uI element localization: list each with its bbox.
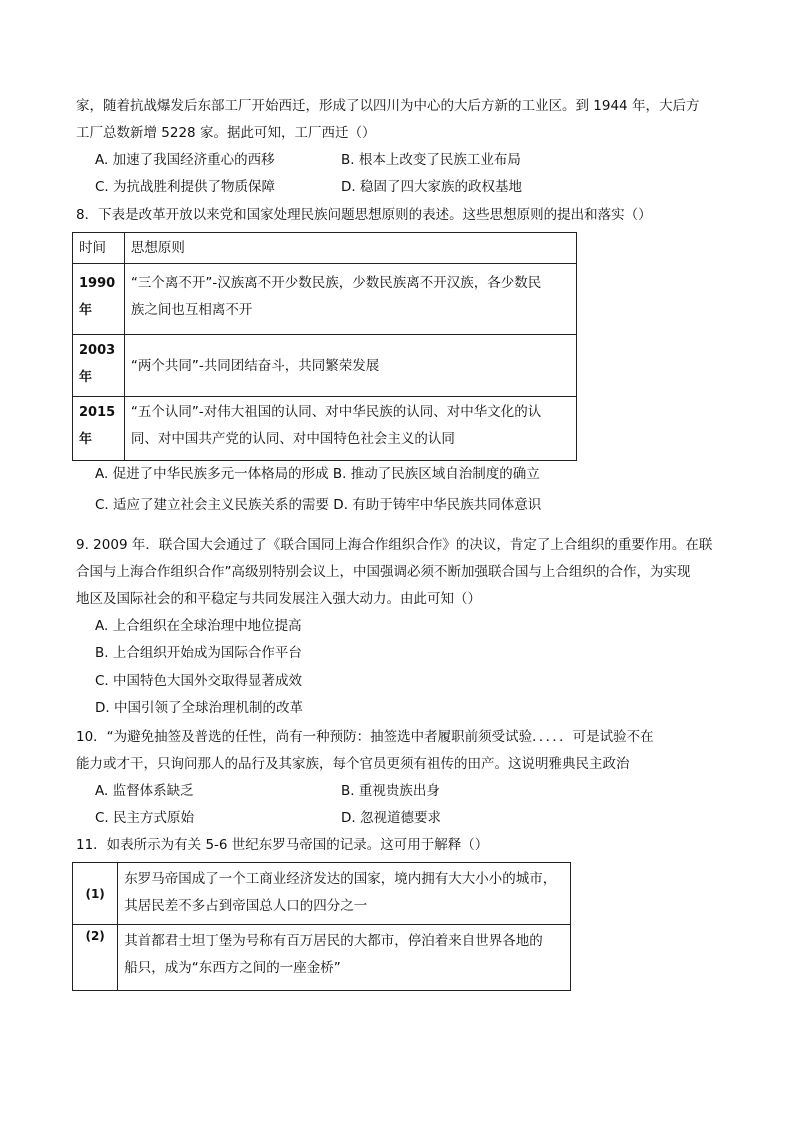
q11-table [72, 862, 571, 991]
q8-row3-text-1: “五个认同”-对伟大祖国的认同、对中华民族的认同、对中华文化的认 [130, 404, 542, 420]
q8-row2-text-1: “两个共同”-共同团结奋斗，共同繁荣发展 [130, 357, 380, 374]
q7-option-c: C. 为抗战胜利提供了物质保障 [95, 179, 276, 195]
q11-row1-text-1: 东罗马帝国成了一个工商业经济发达的国家，境内拥有大大小小的城市， [124, 871, 557, 887]
q8-row1-year-unit: 年 [79, 303, 93, 318]
q9-line-3: 地区及国际社会的和平稳定与共同发展注入强大动力。由此可知（） [76, 591, 481, 607]
table-row [73, 925, 571, 991]
q8-table-header-row [73, 233, 577, 264]
q8-row3-year: 2015 [79, 405, 116, 420]
q8-row1-text-2: 族之间也互相离不开 [130, 302, 253, 318]
q8-header-principle: 思想原则 [130, 240, 185, 256]
q7-line-1: 家，随着抗战爆发后东部工厂开始西迁，形成了以四川为中心的大后方新的工业区。到 1944 年，大后方 [76, 98, 700, 114]
q9-option-b: B. 上合组织开始成为国际合作平台 [95, 645, 302, 661]
q9-option-a: A. 上合组织在全球治理中地位提高 [95, 618, 302, 634]
q9-option-d: D. 中国引领了全球治理机制的改革 [95, 700, 303, 716]
table-row [73, 863, 571, 925]
q10-option-d: D. 忽视道德要求 [341, 810, 441, 826]
q8-table [72, 232, 577, 461]
q8-row3-text-2: 同、对中国共产党的认同、对中国特色社会主义的认同 [130, 431, 455, 447]
q8-row1-text-1: “三个离不开”-汉族离不开少数民族，少数民族离不开汉族，各少数民 [130, 275, 542, 291]
q10-line-2: 能力或才干，只询问那人的品行及其家族，每个官员更须有祖传的田产。这说明雅典民主政治 [76, 756, 630, 772]
q8-options-cd: C. 适应了建立社会主义民族关系的需要 D. 有助于铸牢中华民族共同体意识 [95, 497, 542, 513]
q8-row2-year: 2003 [79, 343, 116, 358]
q11-stem: 11．如表所示为有关 5-6 世纪东罗马帝国的记录。这可用于解释（） [76, 837, 489, 853]
q8-options-ab: A. 促进了中华民族多元一体格局的形成 B. 推动了民族区域自治制度的确立 [95, 466, 540, 482]
q10-option-a: A. 监督体系缺乏 [95, 783, 194, 799]
q11-row2-text-2: 船只，成为“东西方之间的一座金桥” [124, 960, 341, 976]
q7-line-2: 工厂总数新增 5228 家。据此可知，工厂西迁（） [76, 125, 376, 141]
q10-line-1: 10．“为避免抽签及普选的任性，尚有一种预防：抽签选中者履职前须受试验．．．．．可是试验不在 [76, 729, 654, 745]
q8-row3-year-unit: 年 [79, 432, 93, 447]
q11-row1-text-2: 其居民差不多占到帝国总人口的四分之一 [124, 898, 368, 914]
q8-row1-year: 1990 [79, 276, 116, 291]
q10-option-c: C. 民主方式原始 [95, 810, 195, 826]
q8-row2-year-unit: 年 [79, 370, 93, 385]
table-row [73, 264, 577, 335]
q7-option-b: B. 根本上改变了民族工业布局 [341, 152, 521, 168]
table-row [73, 335, 577, 397]
q11-row2-text-1: 其首都君士坦丁堡为号称有百万居民的大都市，停泊着来自世界各地的 [124, 933, 543, 949]
q9-line-2: 合国与上海合作组织合作”高级别特别会议上，中国强调必须不断加强联合国与上合组织的合作，为实现 [76, 564, 691, 580]
table-row [73, 397, 577, 461]
q10-option-b: B. 重视贵族出身 [341, 783, 440, 799]
q7-option-d: D. 稳固了四大家族的政权基地 [341, 179, 522, 195]
q7-option-a: A. 加速了我国经济重心的西移 [95, 152, 275, 168]
q8-header-time: 时间 [79, 240, 106, 256]
q11-row2-number: (2) [85, 929, 105, 943]
q9-line-1: 9. 2009 年．联合国大会通过了《联合国同上海合作组织合作》的决议，肯定了上合组织的重要作用。在联 [76, 537, 713, 553]
q9-option-c: C. 中国特色大国外交取得显著成效 [95, 673, 303, 689]
q11-row1-number: (1) [85, 886, 105, 901]
q8-stem: 8．下表是改革开放以来党和国家处理民族问题思想原则的表述。这些思想原则的提出和落实（） [76, 207, 652, 223]
